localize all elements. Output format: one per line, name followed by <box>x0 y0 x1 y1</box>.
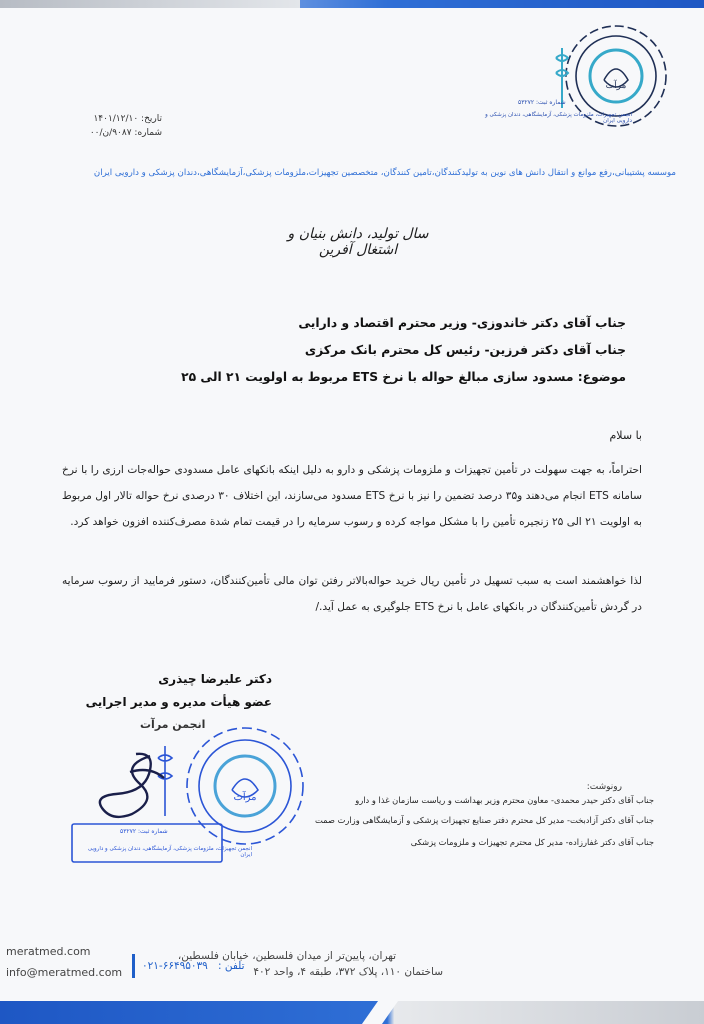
footer-divider <box>132 954 135 978</box>
footer-email[interactable]: info@meratmed.com <box>6 966 123 979</box>
footer-website[interactable]: meratmed.com <box>6 945 91 958</box>
letter-meta <box>89 112 162 140</box>
cc-item: جناب آقای دکتر حیدر محمدی- معاون محترم وزیر بهداشت و ریاست سازمان غذا و دارو <box>355 795 654 805</box>
greeting: با سلام <box>609 429 642 442</box>
body-paragraph-2: لذا خواهشمند است به سبب تسهیل در تأمین ریال خرید حواله‌بالاتر رفتن توان مالی تأمین‌کنندگان، دستور فرمایید از رسوب سرمایه در گردش تأمین‌کنندگان در بانکهای عامل با نرخ ETS جلوگیری به عمل آید./ <box>62 575 642 613</box>
signer-name: دکتر علیرضا چیذری <box>158 672 272 686</box>
signer-organization: انجمن مرآت <box>140 718 206 731</box>
letter-date: تاریخ: ۱۴۰۱/۱۲/۱۰ <box>93 114 162 124</box>
body-paragraph-1: احتراماً، به جهت سهولت در تأمین تجهیزات و ملزومات پزشکی و دارو به دلیل اینکه بانکهای عامل مسدودی حوالەجات ارزی را با نرخ سامانه ETS انجام می‌دهند و۳۵ درصد تضمین را نیز با نرخ ETS مسدود می‌سازند، این اختلاف ۳۰ درصدی نرخ حواله تالار اول مربوط به اولویت ۲۱ الی ۲۵ زنجیره تأمین را با مشکل مواجه کرده و رسوب سرمایه را در قیمت تمام شدة مصرف‌کننده افزون خواهد کرد. <box>62 464 642 528</box>
signer-title: عضو هیأت مدیره و مدیر اجرایی <box>85 695 272 709</box>
bottom-color-band <box>0 1001 704 1024</box>
letter-subject: موضوع: مسدود سازی مبالغ حواله با نرخ ETS مربوط به اولویت ۲۱ الی ۲۵ <box>181 370 626 384</box>
organization-description: موسسه پشتیبانی،رفع موانع و انتقال دانش های نوین به تولیدکنندگان،تامین کنندگان، متخصصین تجهیزات،ملزومات پزشکی،آزمایشگاهی،دندان پزشکی و دارویی ایران <box>93 168 676 178</box>
stamp-registration-number: شماره ثبت: ۵۳۲۷۲ <box>120 828 168 835</box>
footer-address-line-2: ساختمان ۱۱۰، پلاک ۳۷۲، طبقه ۴، واحد ۴۰۲ <box>253 966 443 978</box>
year-slogan: سال تولید، دانش بنیان و اشتغال آفرین <box>287 226 429 258</box>
logo-registration-number: شماره ثبت: ۵۳۲۷۲ <box>518 99 566 106</box>
svg-text:مرآت: مرآت <box>605 81 627 91</box>
cc-item: جناب آقای دکتر غفارزاده- مدیر کل محترم تجهیزات و ملزومات پزشکی <box>410 837 654 847</box>
letter-number: شماره: ۹۰۸۷/ن/۰۰ <box>89 128 162 138</box>
svg-text:مرآت: مرآت <box>233 792 257 803</box>
recipient-line-1: جناب آقای دکتر خاندوزی- وزیر محترم اقتصاد و دارایی <box>298 316 626 330</box>
recipient-line-2: جناب آقای دکتر فرزین- رئیس کل محترم بانک مرکزی <box>304 343 626 357</box>
footer-phone: ۰۲۱-۶۶۴۹۵۰۳۹ <box>142 960 208 972</box>
cc-item: جناب آقای دکتر آزادبخت- مدیر کل محترم دفتر صنایع تجهیزات پزشکی و آزمایشگاهی وزارت صمت <box>314 815 654 825</box>
cc-title: رونوشت: <box>586 782 622 792</box>
top-grey-band <box>0 0 300 8</box>
footer-address-line-1: تهران، پایین‌تر از میدان فلسطین، خیابان فلسطین، <box>177 950 396 962</box>
stamp-caption: انجمن تجهیزات، ملزومات پزشکی، آزمایشگاهی، دندان پزشکی و دارویی ایران <box>87 846 252 858</box>
footer-phone-label: تلفن : <box>218 960 245 972</box>
logo-caption: انجمن تجهیزات، ملزومات پزشکی، آزمایشگاهی، دندان پزشکی و دارویی ایران <box>485 112 632 124</box>
